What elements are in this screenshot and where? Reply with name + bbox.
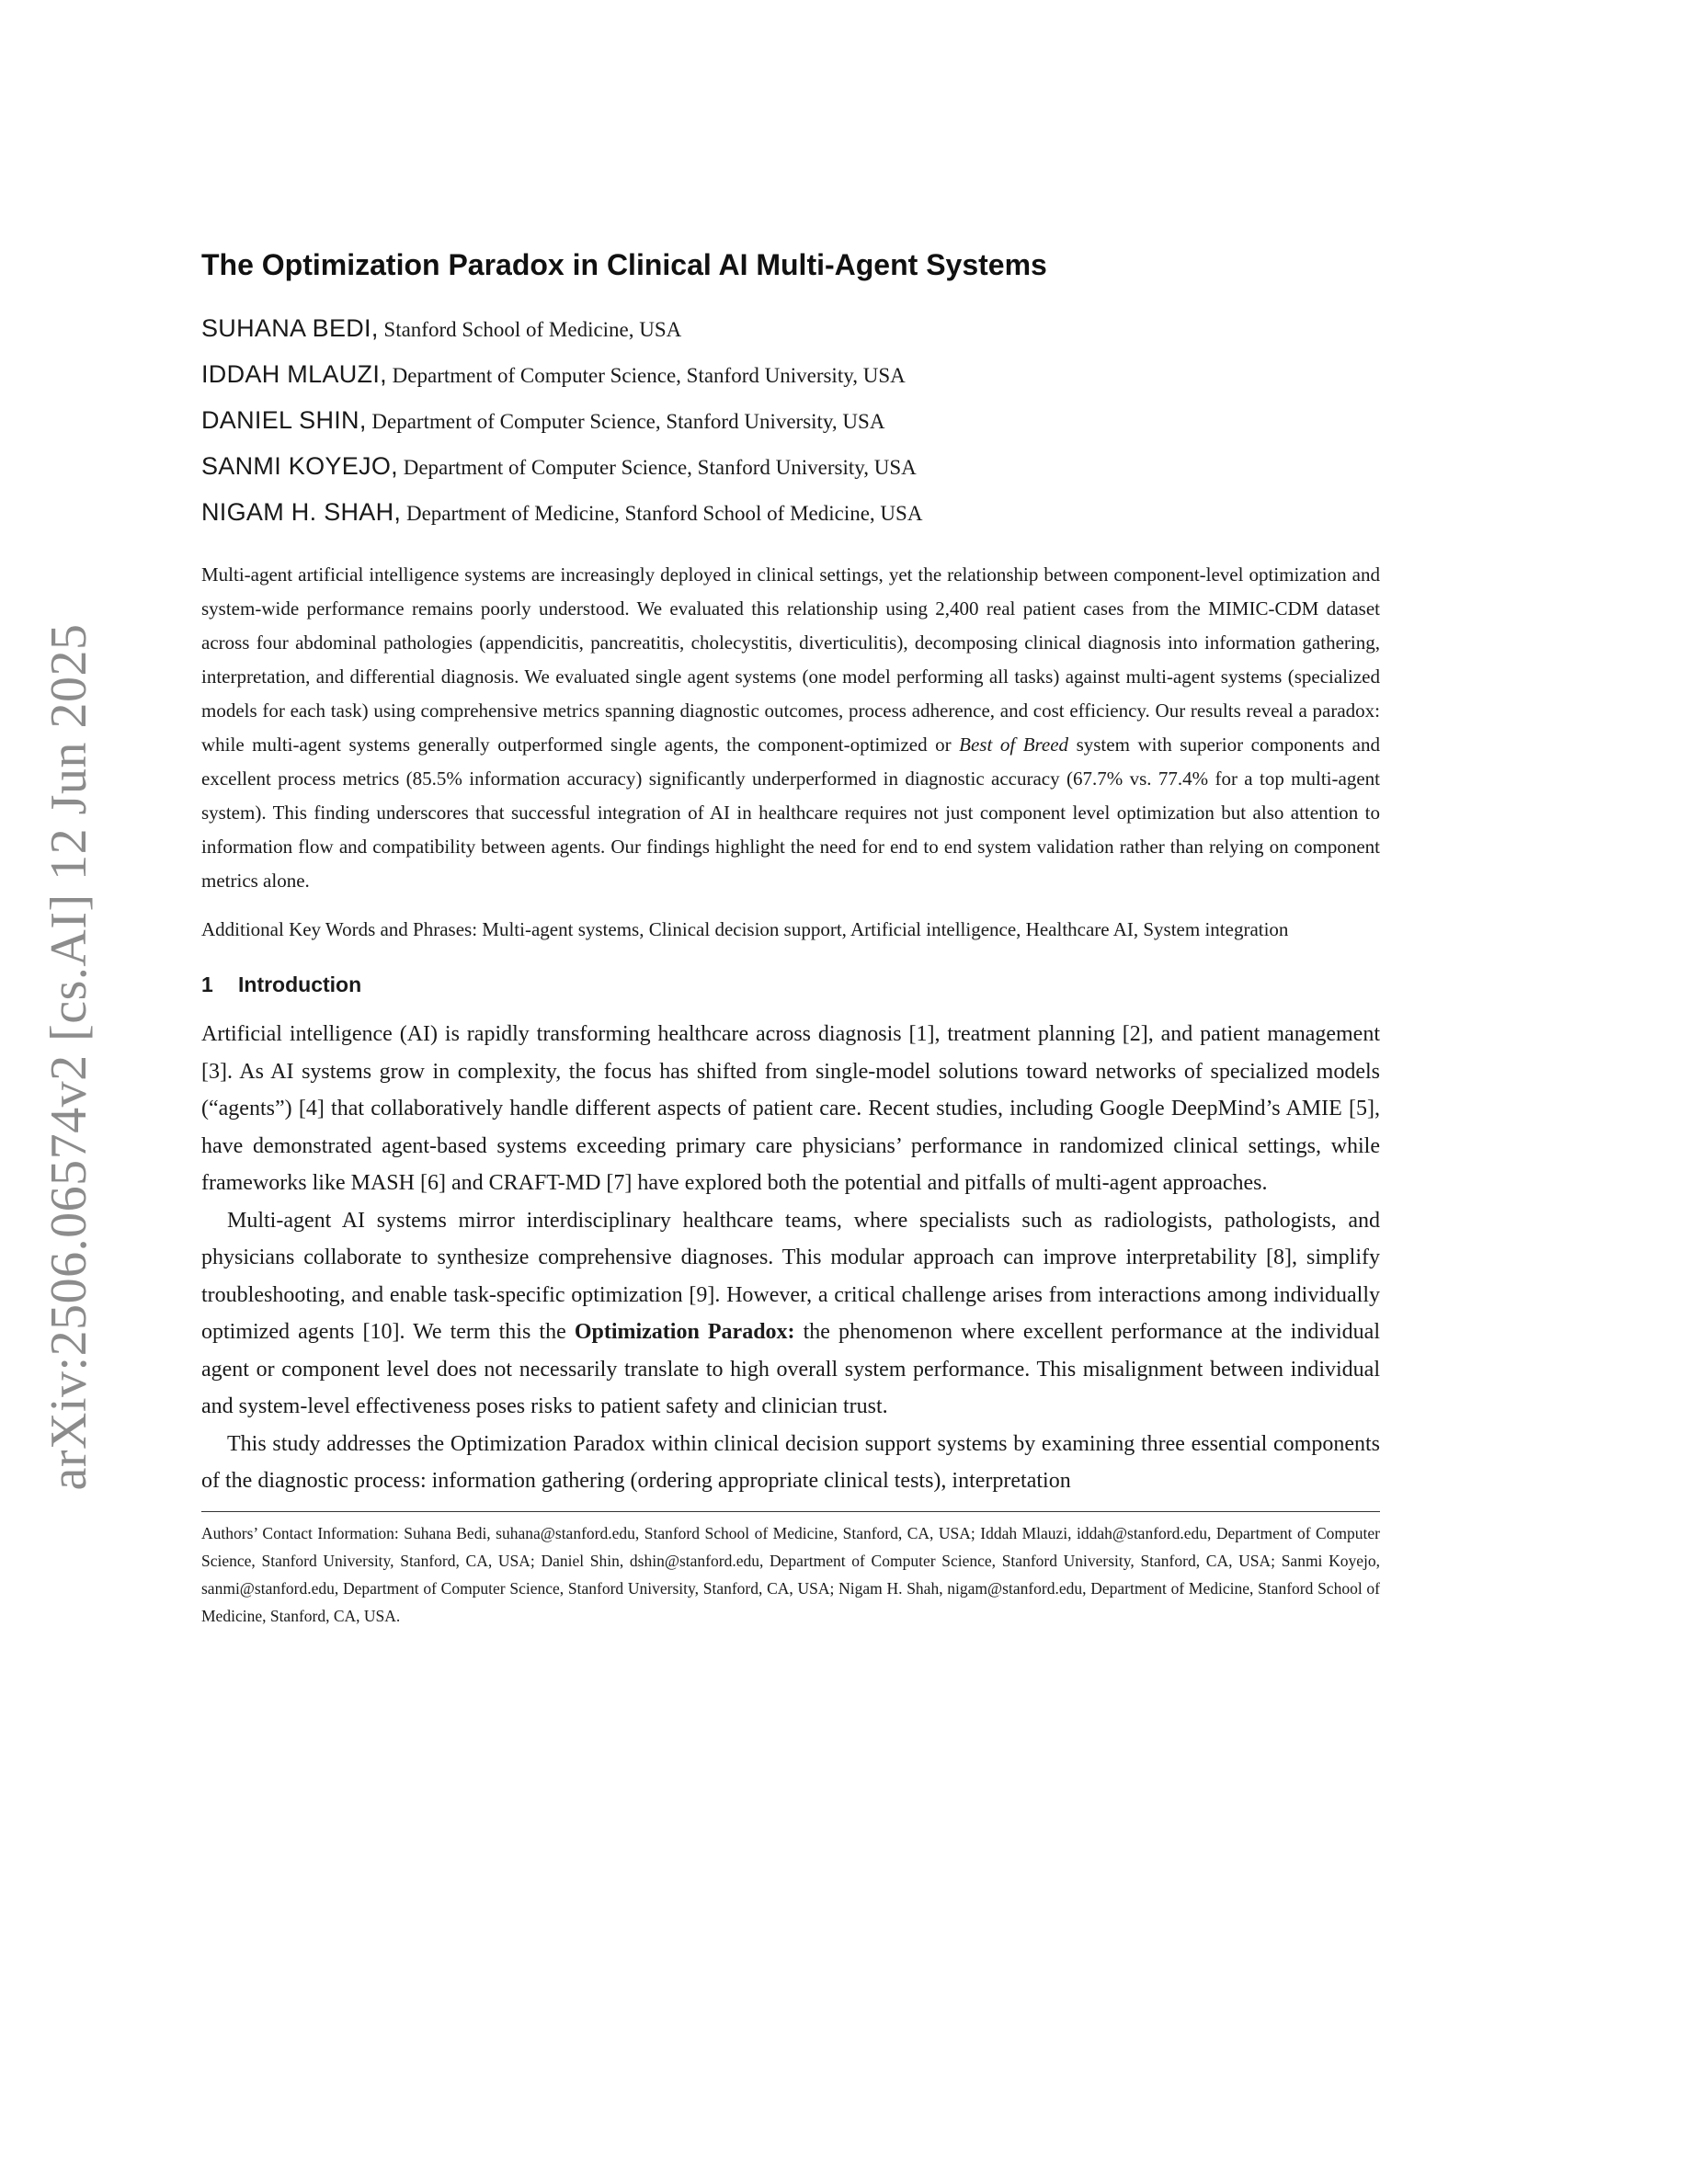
- author-name: SUHANA BEDI,: [201, 314, 379, 342]
- abstract: [201, 558, 1380, 898]
- body-paragraph: Artificial intelligence (AI) is rapidly transforming healthcare across diagnosis [1], treatment planning [2], and patient management [3]. As AI systems grow in complexity, the focus has shifted from single-model solutions toward networks of specialized models (“agents”) [4] that collaboratively handle different aspects of patient care. Recent studies, including Google DeepMind’s AMIE [5], have demonstrated agent-based systems exceeding primary care physicians’ performance in randomized clinical settings, while frameworks like MASH [6] and CRAFT-MD [7] have explored both the potential and pitfalls of multi-agent approaches.: [201, 1022, 1380, 1195]
- author-affiliation: Department of Medicine, Stanford School of Medicine, USA: [401, 502, 923, 525]
- abstract-text: Multi-agent artificial intelligence systems are increasingly deployed in clinical settings, yet the relationship between component-level optimization and system-wide performance remains poorly understood. We evaluated this relationship using 2,400 real patient cases from the MIMIC-CDM dataset across four abdominal pathologies (appendicitis, pancreatitis, cholecystitis, diverticulitis), decomposing clinical diagnosis into information gathering, interpretation, and differential diagnosis. We evaluated single agent systems (one model performing all tasks) against multi-agent systems (specialized models for each task) using comprehensive metrics spanning diagnostic outcomes, process adherence, and cost efficiency. Our results reveal a paradox: while multi-agent systems generally outperformed single agents, the component-optimized or: [201, 563, 1380, 756]
- footnote-divider: [201, 1511, 1380, 1512]
- paper-content: [201, 248, 1380, 1630]
- paragraph-text: the phenomenon where excellent performance at the individual agent or component level does not necessarily translate to high overall system performance. This misalignment between individual and system-level effectiveness poses risks to patient safety and clinician trust.: [201, 1320, 1380, 1418]
- paper-title: The Optimization Paradox in Clinical AI Multi-Agent Systems: [201, 248, 1047, 281]
- abstract-text: system with superior components and excellent process metrics (85.5% information accuracy) significantly underperformed in diagnostic accuracy (67.7% vs. 77.4% for a top multi-agent system). This finding underscores that successful integration of AI in healthcare requires not just component level optimization but also attention to information flow and compatibility between agents. Our findings highlight the need for end to end system validation rather than relying on component metrics alone.: [201, 734, 1380, 892]
- author-list: [201, 306, 1380, 536]
- author-contact-footnote: Authors’ Contact Information: Suhana Bedi, suhana@stanford.edu, Stanford School of Medicine, Stanford, CA, USA; Iddah Mlauzi, iddah@stanford.edu, Department of Computer Science, Stanford University, Stanford, CA, USA; Daniel Shin, dshin@stanford.edu, Department of Computer Science, Stanford University, Stanford, CA, USA; Sanmi Koyejo, sanmi@stanford.edu, Department of Computer Science, Stanford University, Stanford, CA, USA; Nigam H. Shah, nigam@stanford.edu, Department of Medicine, Stanford School of Medicine, Stanford, CA, USA.: [201, 1523, 1380, 1625]
- author-affiliation: Department of Computer Science, Stanford University, USA: [366, 410, 885, 433]
- body-paragraph: [201, 1202, 1380, 1426]
- paragraph-bold-term: Optimization Paradox:: [574, 1320, 795, 1344]
- arxiv-identifier-stamp: arXiv:2506.06574v2 [cs.AI] 12 Jun 2025: [40, 623, 97, 1491]
- paragraph-text: Multi-agent AI systems mirror interdisciplinary healthcare teams, where specialists such as radiologists, pathologists, and physicians collaborate to synthesize comprehensive diagnoses. This modular approach can improve interpretability [8], simplify troubleshooting, and enable task-specific optimization [9]. However, a critical challenge arises from interactions among individually optimized agents [10]. We term this the: [201, 1208, 1380, 1344]
- author-entry: [201, 444, 1380, 490]
- section-number: 1: [201, 973, 213, 996]
- keywords: Additional Key Words and Phrases: Multi-agent systems, Clinical decision support, Artificial intelligence, Healthcare AI, System integration: [201, 918, 1289, 940]
- section-title: Introduction: [238, 973, 362, 996]
- abstract-emphasis: Best of Breed: [959, 734, 1069, 756]
- author-name: IDDAH MLAUZI,: [201, 360, 387, 388]
- section-heading: [201, 973, 1380, 997]
- author-name: DANIEL SHIN,: [201, 406, 367, 434]
- author-entry: [201, 306, 1380, 352]
- author-affiliation: Department of Computer Science, Stanford University, USA: [397, 456, 917, 479]
- author-name: NIGAM H. SHAH,: [201, 498, 402, 526]
- author-affiliation: Department of Computer Science, Stanford University, USA: [386, 364, 906, 387]
- author-entry: [201, 352, 1380, 398]
- author-entry: [201, 490, 1380, 536]
- body-paragraph: This study addresses the Optimization Paradox within clinical decision support systems by examining three essential components of the diagnostic process: information gathering (ordering appropriate clinical tests), interpretation: [201, 1431, 1380, 1493]
- author-affiliation: Stanford School of Medicine, USA: [378, 318, 682, 341]
- author-entry: [201, 398, 1380, 444]
- author-name: SANMI KOYEJO,: [201, 452, 398, 480]
